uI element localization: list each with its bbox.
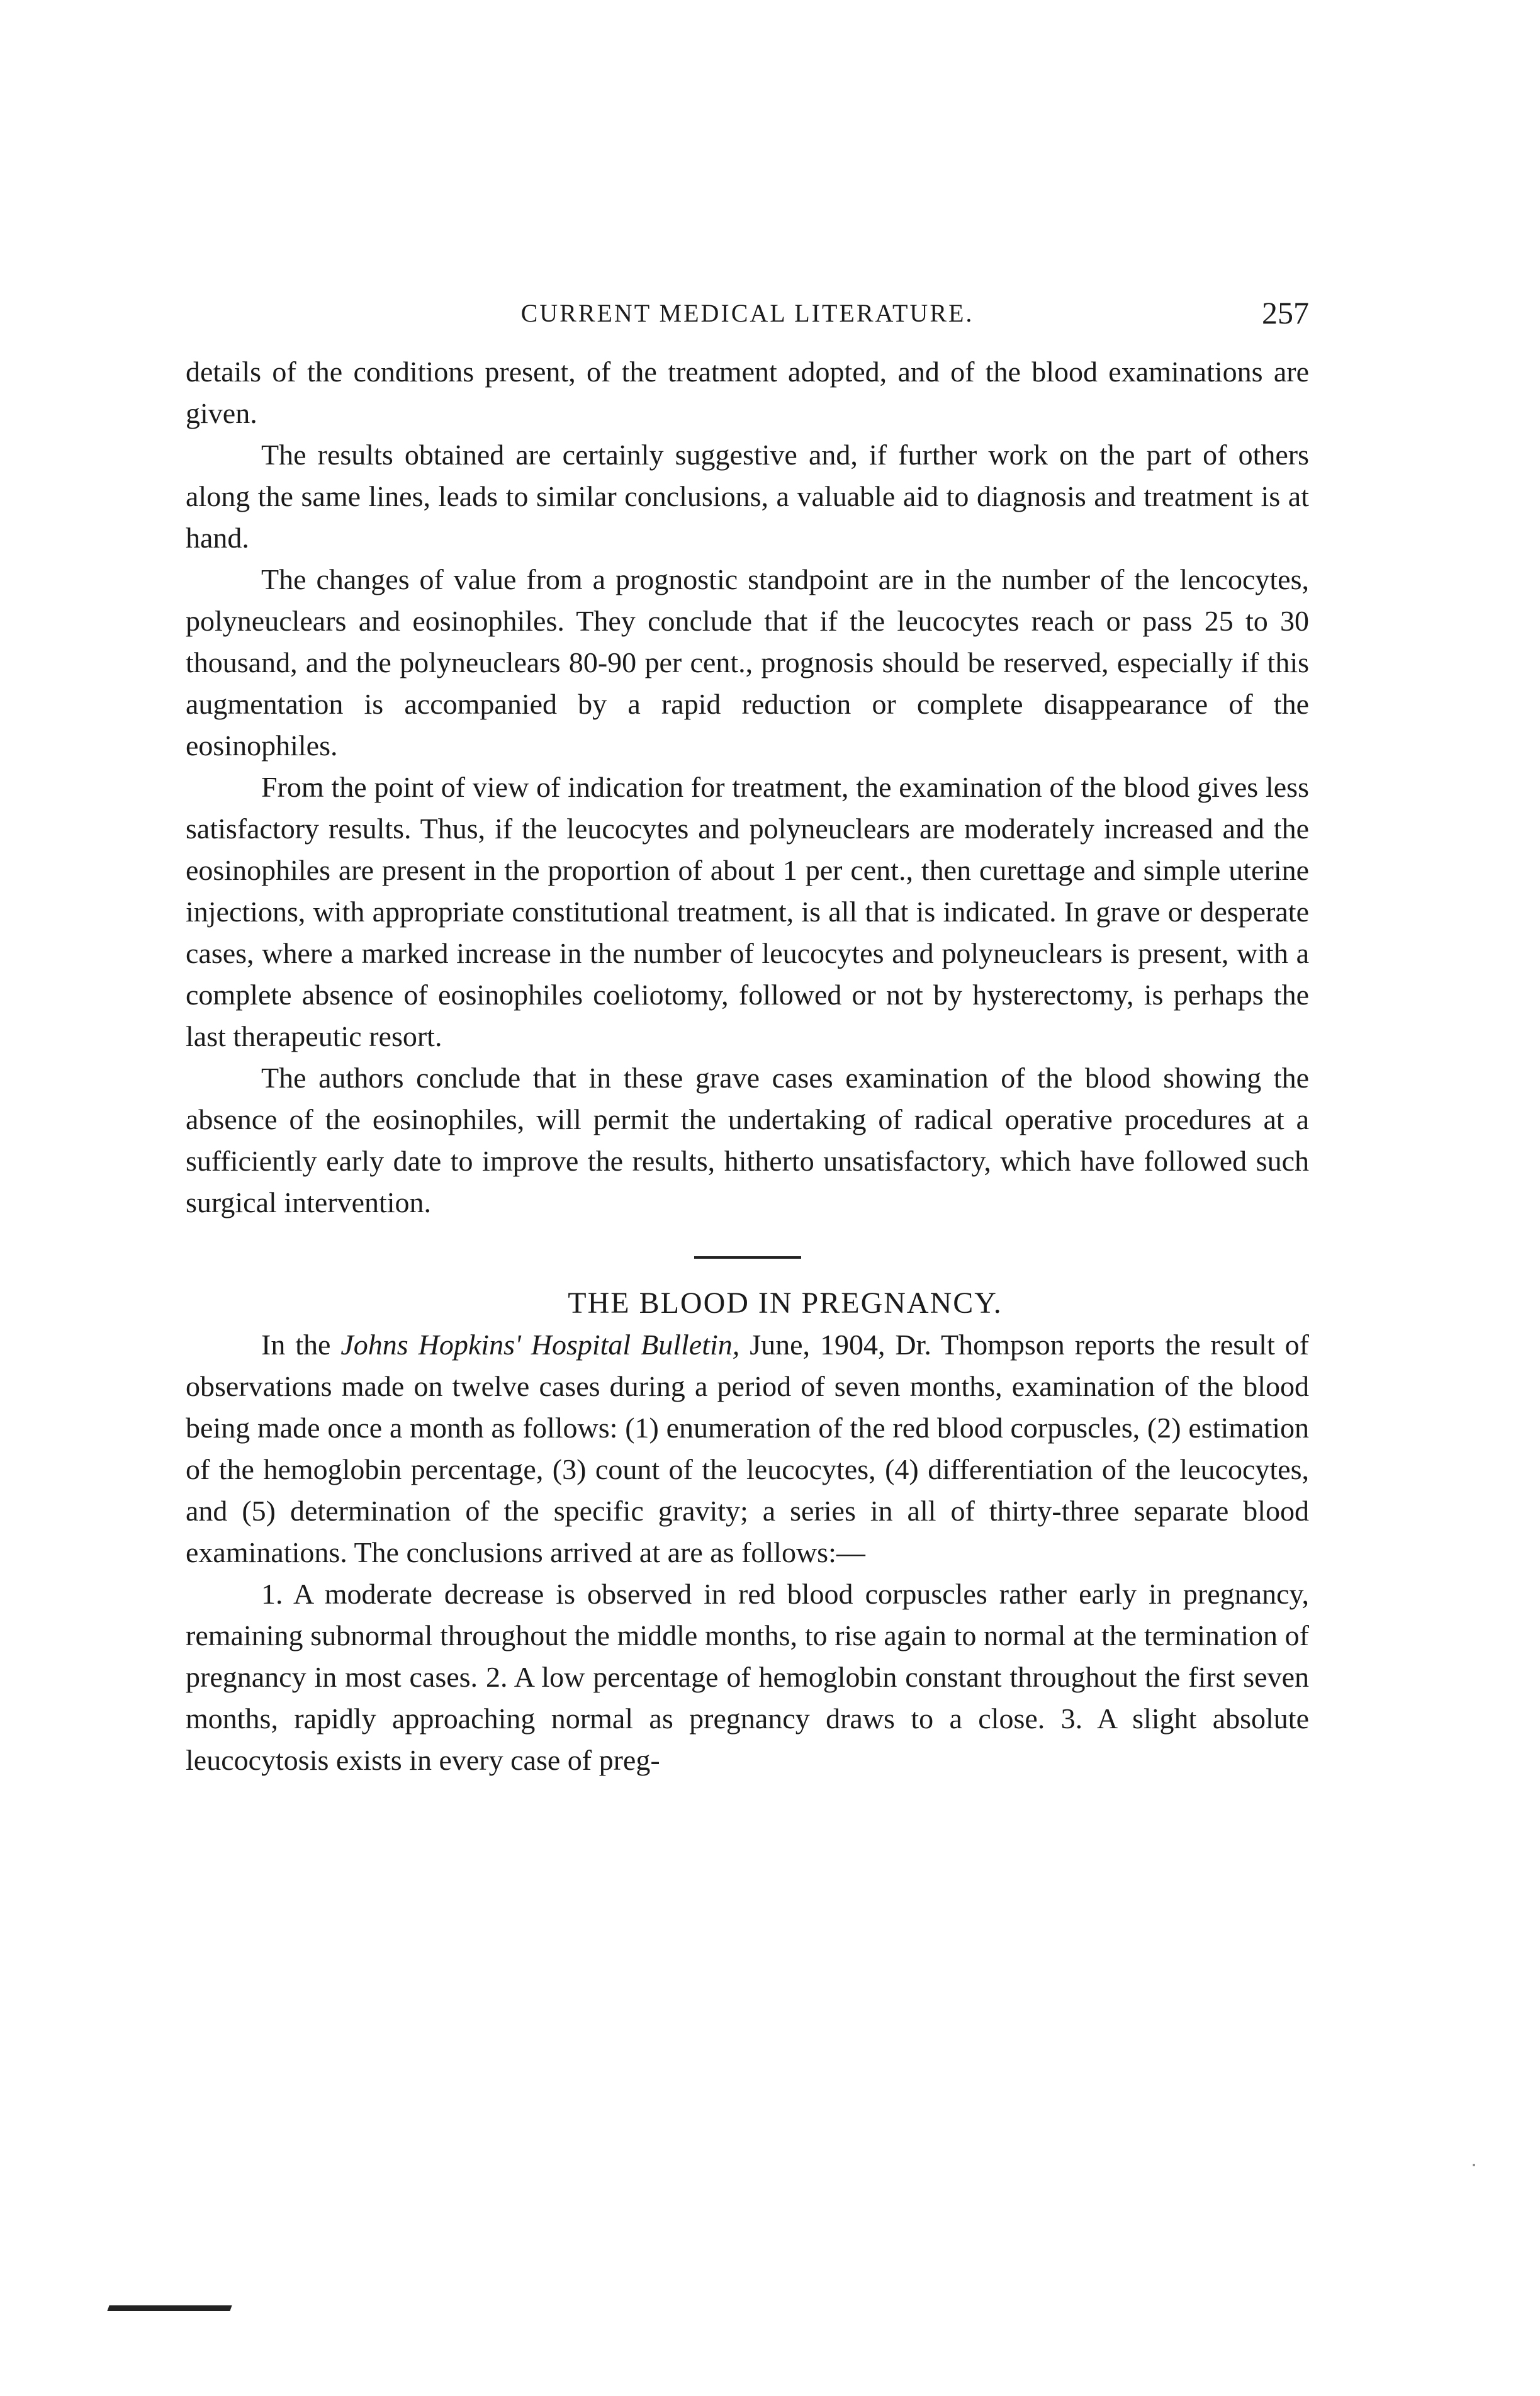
intro-start: In the — [261, 1329, 331, 1361]
section-heading: THE BLOOD IN PREGNANCY. — [568, 1286, 1003, 1320]
section-divider — [694, 1256, 801, 1259]
scan-mark — [107, 2305, 232, 2311]
intro-rest: June, 1904, Dr. Thompson reports the result of observations made on twelve cases during a period of seven months, examination of the blood being made once a month as follows: (1) enumeration of the red blood corpuscles, (2) estimation of the hemoglobin percentage, (3) count of the leucocytes, (4) differentiation of the leucocytes, and (5) determination of the specific gravity; a series in all of thirty-three separate blood examinations. The conclusions arrived at are as follows:— — [186, 1329, 1309, 1568]
body-text — [186, 351, 1309, 1781]
journal-title: Johns Hopkins' Hospital Bulletin, — [340, 1329, 740, 1361]
running-title: CURRENT MEDICAL LITERATURE. — [520, 299, 974, 327]
paragraph-conclusions: 1. A moderate decrease is observed in red blood corpuscles rather early in pregnancy, remaining subnormal throughout the middle months, to rise again to normal at the termination of pregnancy in most cases. 2. A low percentage of hemoglobin constant throughout the first seven months, rapidly approaching normal as pregnancy draws to a close. 3. A slight absolute leucocytosis exists in every case of preg- — [186, 1578, 1309, 1776]
paragraph-intro — [186, 1324, 1309, 1573]
paragraph-results: The results obtained are certainly suggestive and, if further work on the part of others along the same lines, leads to similar conclusions, a valuable aid to diagnosis and treatment is at hand. — [186, 439, 1309, 554]
page-number: 257 — [1262, 295, 1309, 330]
paragraph-indication: From the point of view of indication for treatment, the examination of the blood gives less satisfactory results. Thus, if the leucocytes and polyneuclears are moderately increased and the eosinophiles are present in the proportion of about 1 per cent., then curettage and simple uterine injections, with appropriate constitutional treatment, is all that is indicated. In grave or desperate cases, where a marked increase in the number of leucocytes and polyneuclears is present, with a complete absence of eosinophiles coeliotomy, followed or not by hysterectomy, is perhaps the last therapeutic resort. — [186, 771, 1309, 1052]
running-head — [186, 295, 1309, 339]
scan-dot — [1473, 2164, 1475, 2166]
paragraph-authors-conclude: The authors conclude that in these grave cases examination of the blood showing the absence of the eosinophiles, will permit the undertaking of radical operative procedures at a sufficiently early date to improve the results, hitherto unsatisfactory, which have followed such surgical intervention. — [186, 1062, 1309, 1218]
paragraph-prognosis: The changes of value from a prognostic standpoint are in the number of the lencocytes, polyneuclears and eosinophiles. They conclude that if the leucocytes reach or pass 25 to 30 thousand, and the polyneuclears 80-90 per cent., prognosis should be reserved, especially if this augmentation is accompanied by a rapid reduction or complete disappearance of the eosinophiles. — [186, 563, 1309, 762]
paragraph-continued: details of the conditions present, of the treatment adopted, and of the blood examinations are given. — [186, 356, 1309, 429]
